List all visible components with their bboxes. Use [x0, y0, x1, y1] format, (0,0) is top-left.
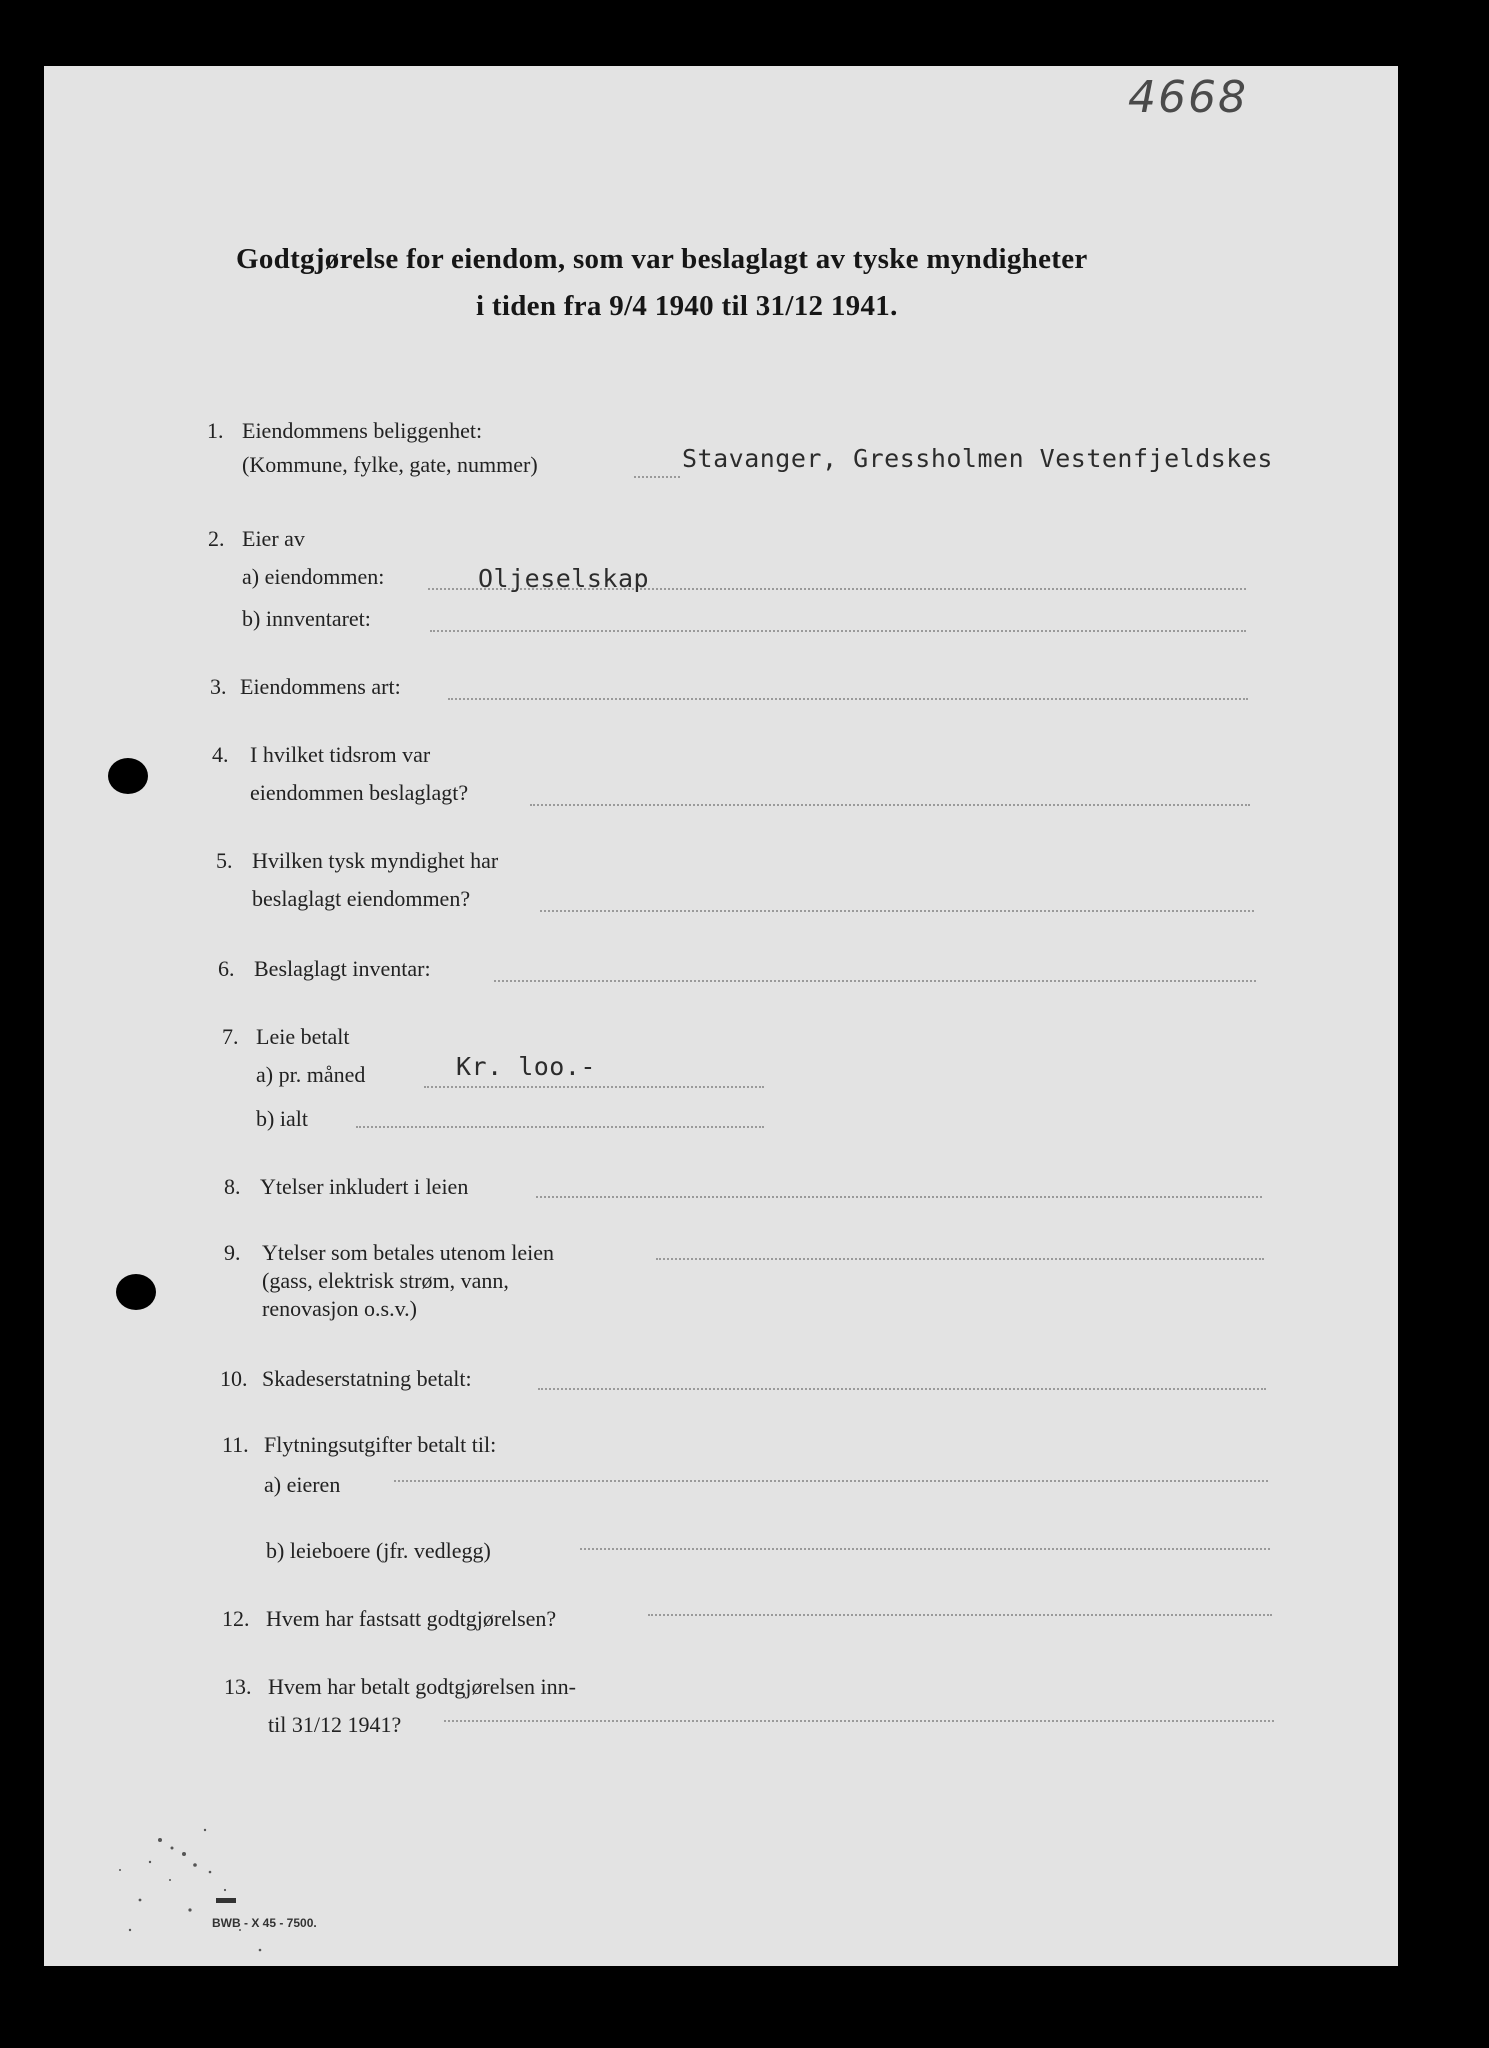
q4-label: I hvilket tidsrom var: [250, 742, 431, 767]
q6-number: 6.: [218, 956, 235, 981]
q7-number: 7.: [222, 1024, 239, 1049]
q13-label: Hvem har betalt godtgjørelsen inn-: [268, 1674, 576, 1699]
q9-number: 9.: [224, 1240, 241, 1265]
q10-answer-line: [538, 1388, 1266, 1390]
q12-answer-line: [648, 1614, 1272, 1616]
q4-number: 4.: [212, 742, 229, 767]
punch-hole-top: [108, 758, 148, 794]
q13-number: 13.: [224, 1674, 252, 1699]
q3-number: 3.: [210, 674, 227, 699]
q11-number: 11.: [222, 1432, 249, 1457]
q5-label: Hvilken tysk myndighet har: [252, 848, 499, 873]
q4-sublabel: eiendommen beslaglagt?: [250, 780, 469, 805]
q13-answer-line: [444, 1720, 1274, 1722]
stamp-mark: [216, 1898, 236, 1903]
q11-label: Flytningsutgifter betalt til:: [264, 1432, 497, 1457]
q10-number: 10.: [220, 1366, 248, 1391]
q9-label: Ytelser som betales utenom leien: [262, 1240, 555, 1265]
q11b-label: b) leieboere (jfr. vedlegg): [266, 1538, 491, 1563]
q9-answer-line: [656, 1258, 1264, 1260]
q4-answer-line: [530, 804, 1250, 806]
q3-label: Eiendommens art:: [240, 674, 401, 699]
q13-sublabel: til 31/12 1941?: [268, 1712, 402, 1737]
q5-number: 5.: [216, 848, 233, 873]
q2b-answer-line: [430, 630, 1246, 632]
q1-number: 1.: [207, 418, 224, 443]
q7b-answer-line: [356, 1126, 764, 1128]
q5-answer-line: [540, 910, 1254, 912]
print-code: BWB - X 45 - 7500.: [212, 1916, 317, 1930]
q3-answer-line: [448, 698, 1248, 700]
q2a-answer: Oljeselskap: [478, 564, 650, 593]
q7b-label: b) ialt: [256, 1106, 308, 1131]
title-line-2: i tiden fra 9/4 1940 til 31/12 1941.: [476, 290, 898, 322]
q12-number: 12.: [222, 1606, 250, 1631]
q2a-label: a) eiendommen:: [242, 564, 385, 589]
q9-sublabel-2: renovasjon o.s.v.): [262, 1296, 417, 1321]
punch-hole-bottom: [116, 1274, 156, 1310]
archive-number-handwritten: 4668: [1128, 72, 1248, 123]
q1-answer: Stavanger, Gressholmen Vestenfjeldskes: [682, 444, 1273, 473]
q1-label: Eiendommens beliggenhet:: [242, 418, 483, 443]
q11b-answer-line: [580, 1548, 1270, 1550]
q2-number: 2.: [208, 526, 225, 551]
q7a-answer-line: [424, 1086, 764, 1088]
q1-answer-line: [634, 476, 680, 478]
q8-number: 8.: [224, 1174, 241, 1199]
q2-label: Eier av: [242, 526, 305, 551]
q5-sublabel: beslaglagt eiendommen?: [252, 886, 471, 911]
q7-label: Leie betalt: [256, 1024, 350, 1049]
q12-label: Hvem har fastsatt godtgjørelsen?: [266, 1606, 557, 1631]
q1-sublabel: (Kommune, fylke, gate, nummer): [242, 452, 538, 477]
paper-specks: [100, 1810, 300, 1960]
q10-label: Skadeserstatning betalt:: [262, 1366, 472, 1391]
q6-label: Beslaglagt inventar:: [254, 956, 431, 981]
q11a-label: a) eieren: [264, 1472, 341, 1497]
q6-answer-line: [494, 980, 1256, 982]
q8-label: Ytelser inkludert i leien: [260, 1174, 469, 1199]
q8-answer-line: [536, 1196, 1262, 1198]
title-line-1: Godtgjørelse for eiendom, som var beslaglagt av tyske myndigheter: [236, 243, 1088, 275]
q2b-label: b) innventaret:: [242, 606, 371, 631]
q11a-answer-line: [394, 1480, 1268, 1482]
q9-sublabel-1: (gass, elektrisk strøm, vann,: [262, 1268, 509, 1293]
q7a-label: a) pr. måned: [256, 1062, 366, 1087]
q7a-answer: Kr. loo.-: [456, 1052, 596, 1081]
